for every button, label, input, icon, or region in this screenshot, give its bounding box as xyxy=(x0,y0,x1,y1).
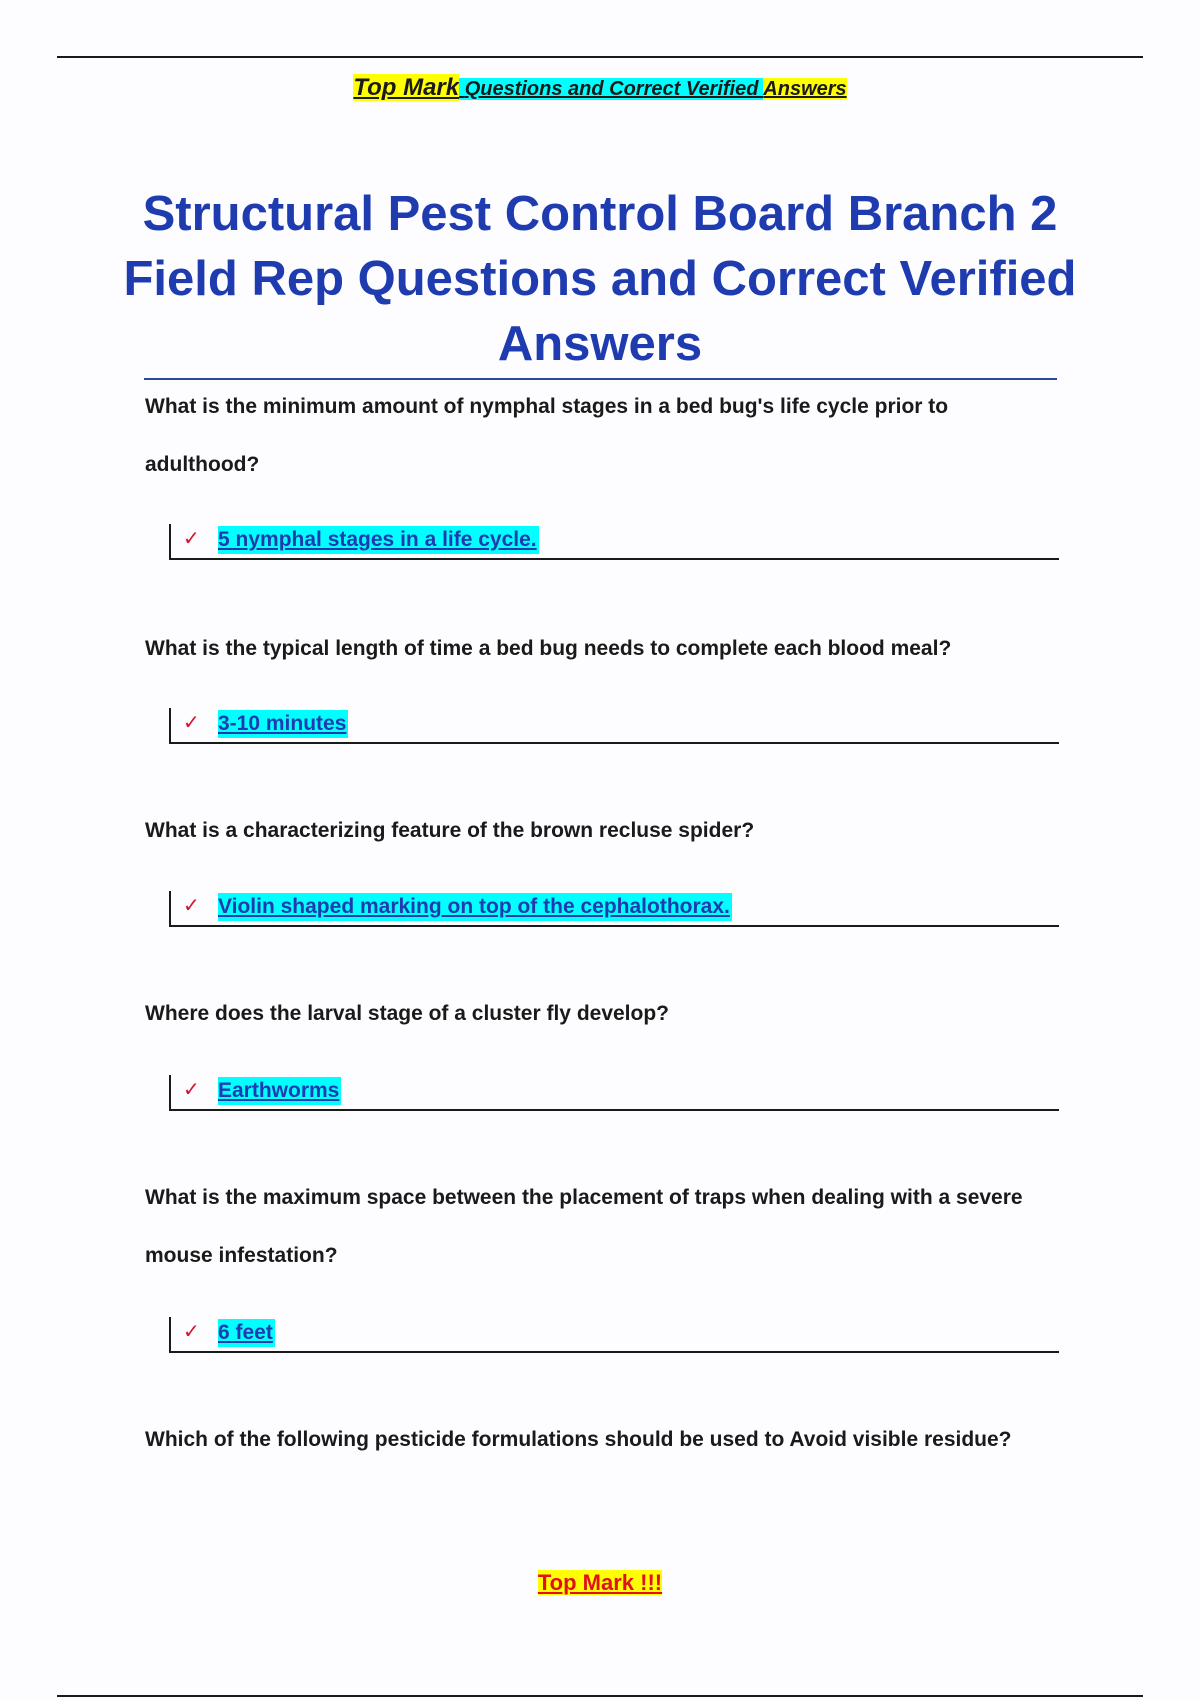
check-icon: ✓ xyxy=(183,893,200,917)
footer-mark xyxy=(0,1568,1200,1598)
question-2: What is the typical length of time a bed bug needs to complete each blood meal? xyxy=(145,637,952,660)
check-icon: ✓ xyxy=(183,1319,200,1343)
header-subtitle-end: Answers xyxy=(763,78,847,100)
answer-row-5 xyxy=(169,1317,1059,1353)
header-subtitle xyxy=(459,78,763,100)
check-icon: ✓ xyxy=(183,710,200,734)
answer-1: 5 nymphal stages in a life cycle. xyxy=(218,526,539,554)
answer-2: 3-10 minutes xyxy=(218,710,348,738)
answer-row-2 xyxy=(169,708,1059,744)
header-brand: Top Mark xyxy=(353,74,460,101)
answer-3: Violin shaped marking on top of the cephalothorax. xyxy=(218,893,732,921)
check-icon: ✓ xyxy=(183,526,200,550)
answer-5: 6 feet xyxy=(218,1319,275,1347)
header-subtitle-part1: Questions and Correct Verified xyxy=(464,78,759,100)
answer-4: Earthworms xyxy=(218,1077,341,1105)
answer-row-3 xyxy=(169,891,1059,927)
page-header xyxy=(0,71,1200,106)
question-4: Where does the larval stage of a cluster fly develop? xyxy=(145,1002,669,1025)
question-6: Which of the following pesticide formulations should be used to Avoid visible residue? xyxy=(145,1428,1012,1451)
check-icon: ✓ xyxy=(183,1077,200,1101)
footer-mark-text: Top Mark !!! xyxy=(537,1570,663,1595)
top-rule xyxy=(57,56,1143,58)
bottom-rule xyxy=(57,1695,1143,1697)
answer-row-4 xyxy=(169,1075,1059,1111)
document-title: Structural Pest Control Board Branch 2 Field Rep Questions and Correct Verified Answers xyxy=(123,187,1077,371)
answer-row-1 xyxy=(169,524,1059,560)
question-1: What is the minimum amount of nymphal stages in a bed bug's life cycle prior to adulthood? xyxy=(145,395,949,476)
question-5: What is the maximum space between the placement of traps when dealing with a severe mouse infestation? xyxy=(145,1186,1023,1267)
question-3: What is a characterizing feature of the brown recluse spider? xyxy=(145,819,755,842)
